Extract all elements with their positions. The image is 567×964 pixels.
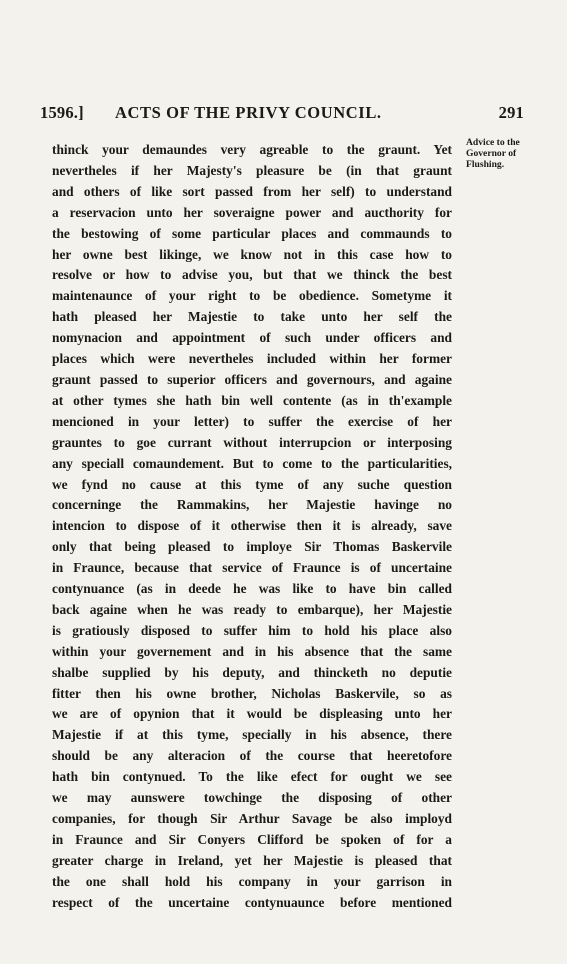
text-line: fitter then his owne brother, Nicholas Baskervile, so as xyxy=(52,685,452,701)
text-line: greater charge in Ireland, yet her Majestie is pleased that xyxy=(52,852,452,868)
marginal-note-line: Governor of xyxy=(466,148,517,159)
text-line: Majestie if at this tyme, specially in his absence, there xyxy=(52,727,452,743)
text-line: grauntes to goe currant without interrupcion or interposing xyxy=(52,434,452,450)
text-line: the one shall hold his company in your garrison in xyxy=(52,873,452,889)
text-line: companies, for though Sir Arthur Savage be also imployd xyxy=(52,811,452,826)
text-line: graunt passed to superior officers and governours, and againe xyxy=(52,371,452,387)
text-line: at other tymes she hath bin well contente (as in th'example xyxy=(52,392,452,408)
text-line: we may aunswere towchinge the disposing of other xyxy=(52,790,452,806)
text-line: only that being pleased to imploye Sir Thomas Baskervile xyxy=(52,539,452,555)
marginal-note-line: Advice to the xyxy=(466,137,520,148)
text-line: any speciall comaundement. But to come to the particularities, xyxy=(52,455,452,471)
text-line: nomynacion and appointment of such under officers and xyxy=(52,330,452,346)
text-line: in Fraunce, because that service of Fraunce is of uncertaine xyxy=(52,560,452,576)
text-line: concerninge the Rammakins, her Majestie havinge no xyxy=(52,497,452,513)
text-line: should be any alteracion of the course that heeretofore xyxy=(52,748,452,764)
text-line: resolve or how to advise you, but that we thinck the best xyxy=(52,267,452,283)
text-line: places which were nevertheles included within her former xyxy=(52,351,452,367)
text-line: hath pleased her Majestie to take unto her self the xyxy=(52,309,452,325)
text-line: back againe when he was ready to embarque), her Majestie xyxy=(52,601,452,617)
text-line: nevertheles if her Majesty's pleasure be (in that graunt xyxy=(52,162,452,178)
text-line: we fynd no cause at this tyme of any suche question xyxy=(52,476,452,492)
text-line: in Fraunce and Sir Conyers Clifford be spoken of for a xyxy=(52,831,452,847)
text-line: we are of opynion that it would be displeasing unto her xyxy=(52,706,452,722)
text-line: her owne best likinge, we know not in this case how to xyxy=(52,246,452,262)
marginal-note-line: Flushing. xyxy=(466,159,505,170)
text-line: shalbe supplied by his deputy, and thincketh no deputie xyxy=(52,664,452,680)
marginal-note xyxy=(466,137,556,170)
text-line: thinck your demaundes very agreable to the graunt. Yet xyxy=(52,142,452,157)
page-number: 291 xyxy=(498,103,524,122)
text-line: intencion to dispose of it otherwise then it is already, save xyxy=(52,518,452,534)
header-year: 1596.] xyxy=(40,103,84,122)
text-line: mencioned in your letter) to suffer the exercise of her xyxy=(52,413,452,429)
text-line: contynuance (as in deede he was like to have bin called xyxy=(52,581,452,597)
text-line: maintenaunce of your right to be obedience. Sometyme it xyxy=(52,288,452,304)
text-line: within your governement and in his absence that the same xyxy=(52,643,452,659)
text-line: the bestowing of some particular places and commaunds to xyxy=(52,225,452,241)
text-line: and others of like sort passed from her self) to understand xyxy=(52,183,452,199)
text-line: a reservacion unto her soveraigne power and aucthority for xyxy=(52,204,452,220)
text-line: respect of the uncertaine contynuaunce before mentioned xyxy=(52,894,452,910)
header-title: ACTS OF THE PRIVY COUNCIL. xyxy=(115,103,382,122)
text-line: hath bin contynued. To the like efect for ought we see xyxy=(52,769,452,785)
body-text xyxy=(52,140,452,914)
text-line: is gratiously disposed to suffer him to hold his place also xyxy=(52,622,452,638)
